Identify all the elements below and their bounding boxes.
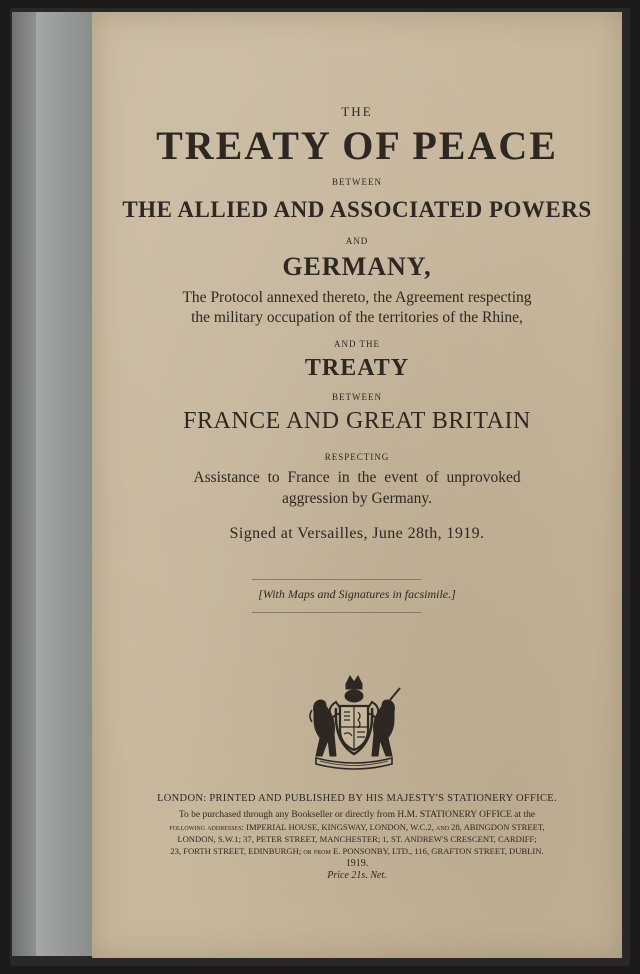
respecting-label: RESPECTING — [324, 452, 390, 462]
rule-bottom — [252, 612, 422, 613]
signed-line: Signed at Versailles, June 28th, 1919. — [229, 525, 485, 542]
and-the-label: AND THE — [333, 339, 381, 349]
publisher-line: LONDON: PRINTED AND PUBLISHED BY HIS MAJESTY'S STATIONERY OFFICE. — [157, 793, 557, 804]
protocol-line-1: The Protocol annexed thereto, the Agreement respecting — [182, 289, 532, 306]
purchase-line-1: To be purchased through any Bookseller or directly from H.M. STATIONERY OFFICE at the — [178, 810, 536, 820]
between-label-2: BETWEEN — [332, 392, 382, 402]
assistance-line-1: Assistance to France in the event of unprovoked — [193, 469, 521, 486]
royal-coat-of-arms-icon — [306, 672, 402, 776]
book-cover — [92, 12, 622, 958]
protocol-line-2: the military occupation of the territories of the Rhine, — [191, 309, 523, 326]
publication-year: 1919. — [345, 858, 369, 869]
purchase-line-2: following addresses: IMPERIAL HOUSE, KINGSWAY, LONDON, W.C.2, and 28, ABINGDON STREET, — [169, 822, 545, 832]
treaty-heading: TREATY — [304, 355, 410, 381]
germany-heading: GERMANY, — [282, 252, 432, 281]
heading-the: THE — [341, 104, 373, 119]
price-line: Price 21s. Net. — [327, 870, 387, 881]
and-label: AND — [345, 236, 369, 246]
allied-powers: THE ALLIED AND ASSOCIATED POWERS — [122, 197, 592, 222]
france-britain-heading: FRANCE AND GREAT BRITAIN — [183, 408, 531, 434]
maps-note: [With Maps and Signatures in facsimile.] — [258, 587, 456, 601]
main-title: TREATY OF PEACE — [156, 123, 558, 168]
between-label: BETWEEN — [332, 177, 382, 187]
purchase-line-4: 23, FORTH STREET, EDINBURGH; or from E. PONSONBY, LTD., 116, GRAFTON STREET, DUBLIN. — [170, 846, 544, 856]
assistance-line-2: aggression by Germany. — [281, 490, 433, 507]
rule-top — [252, 579, 422, 580]
purchase-line-3: LONDON, S.W.1; 37, PETER STREET, MANCHESTER; 1, ST. ANDREW'S CRESCENT, CARDIFF; — [177, 834, 537, 844]
spine-edge — [12, 12, 36, 956]
